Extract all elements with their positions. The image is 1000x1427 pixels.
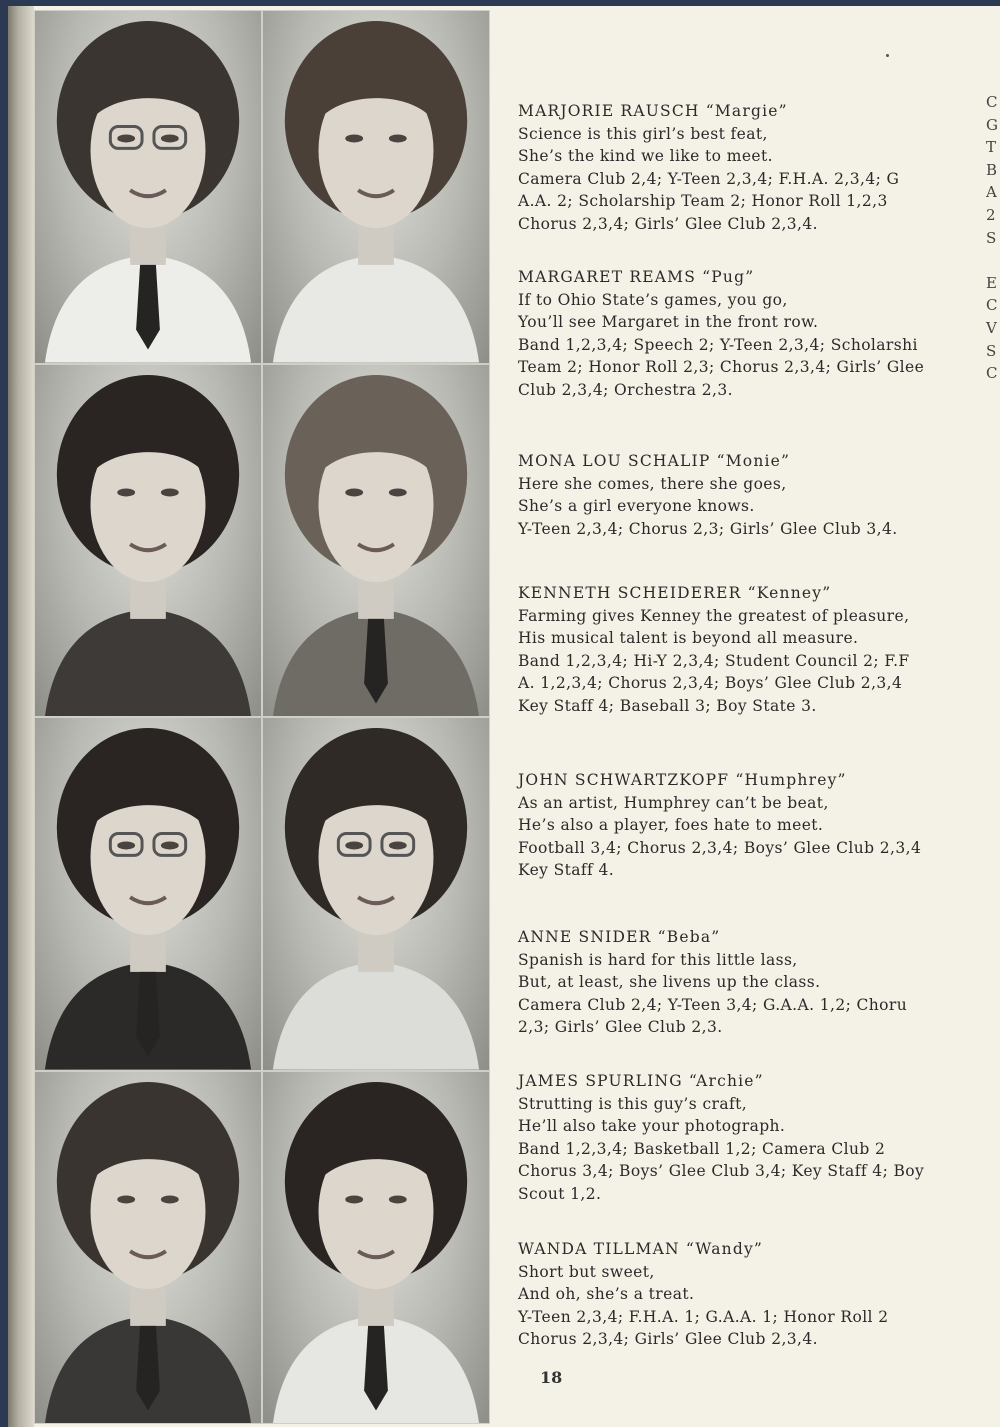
portrait-illustration xyxy=(35,365,261,717)
edge-letter: S xyxy=(986,228,997,247)
edge-letter: 2 xyxy=(986,205,996,224)
activity-line: Y-Teen 2,3,4; Chorus 2,3; Girls’ Glee Club 3,4. xyxy=(518,519,898,538)
right-eye xyxy=(161,841,179,849)
activity-line: Camera Club 2,4; Y-Teen 2,3,4; F.H.A. 2,3,4; G xyxy=(518,169,900,188)
edge-letter: C xyxy=(986,93,998,111)
student-name: MONA LOU SCHALIP “Monie” xyxy=(518,452,791,470)
portrait-illustration xyxy=(263,11,489,363)
activity-line: Scout 1,2. xyxy=(518,1184,602,1203)
activity-line: Key Staff 4. xyxy=(518,861,615,880)
verse-line: His musical talent is beyond all measure. xyxy=(518,629,859,648)
portrait-illustration xyxy=(263,1072,489,1424)
biography-column xyxy=(518,6,998,1427)
verse-line: Science is this girl’s best feat, xyxy=(518,124,768,143)
student-name: KENNETH SCHEIDERER “Kenney” xyxy=(518,584,832,602)
shoulders xyxy=(45,608,251,716)
left-eye xyxy=(117,841,135,849)
right-eye xyxy=(389,841,407,849)
verse-line: As an artist, Humphrey can’t be beat, xyxy=(518,793,829,812)
activity-line: Key Staff 4; Baseball 3; Boy State 3. xyxy=(518,696,817,715)
left-eye xyxy=(117,134,135,142)
next-page-edge xyxy=(986,91,1000,385)
activity-line: Camera Club 2,4; Y-Teen 3,4; G.A.A. 1,2; Choru xyxy=(518,995,908,1014)
student-name: JOHN SCHWARTZKOPF “Humphrey” xyxy=(518,771,847,789)
student-name: JAMES SPURLING “Archie” xyxy=(518,1072,764,1090)
activity-line: Band 1,2,3,4; Hi-Y 2,3,4; Student Council 2; F.F xyxy=(518,651,910,670)
portrait-photo xyxy=(262,1071,490,1425)
entry-snider xyxy=(518,926,988,1039)
right-eye xyxy=(161,1195,179,1203)
portrait-photo xyxy=(34,10,262,364)
entry-rausch xyxy=(518,100,988,236)
activity-line: Team 2; Honor Roll 2,3; Chorus 2,3,4; Girls’ Glee xyxy=(518,358,925,377)
student-name: MARJORIE RAUSCH “Margie” xyxy=(518,102,788,120)
shoulders xyxy=(273,255,479,363)
right-eye xyxy=(161,134,179,142)
verse-line: He’s also a player, foes hate to meet. xyxy=(518,816,824,835)
entry-spurling xyxy=(518,1070,988,1206)
left-eye xyxy=(345,488,363,496)
edge-letter xyxy=(986,249,1000,272)
activity-line: 2,3; Girls’ Glee Club 2,3. xyxy=(518,1018,723,1037)
left-eye xyxy=(117,488,135,496)
edge-letter: B xyxy=(986,160,998,179)
activity-line: A. 1,2,3,4; Chorus 2,3,4; Boys’ Glee Club 2,3,4 xyxy=(518,674,903,693)
verse-line: And oh, she’s a treat. xyxy=(518,1285,695,1304)
activity-line: Y-Teen 2,3,4; F.H.A. 1; G.A.A. 1; Honor Roll 2 xyxy=(518,1307,889,1326)
verse-line: You’ll see Margaret in the front row. xyxy=(518,313,819,332)
activity-line: Band 1,2,3,4; Basketball 1,2; Camera Club 2 xyxy=(518,1139,886,1158)
shoulders xyxy=(273,962,479,1070)
edge-letter: T xyxy=(986,138,997,157)
student-name: ANNE SNIDER “Beba” xyxy=(518,928,721,946)
student-name: WANDA TILLMAN “Wandy” xyxy=(518,1240,764,1258)
entry-schwartzkopf xyxy=(518,769,988,882)
portrait-illustration xyxy=(35,718,261,1070)
activity-line: Chorus 2,3,4; Girls’ Glee Club 2,3,4. xyxy=(518,214,818,233)
right-eye xyxy=(389,488,407,496)
left-eye xyxy=(345,841,363,849)
verse-line: She’s a girl everyone knows. xyxy=(518,497,755,516)
edge-letter: V xyxy=(986,318,997,337)
entry-tillman xyxy=(518,1238,988,1351)
verse-line: If to Ohio State’s games, you go, xyxy=(518,290,788,309)
portrait-illustration xyxy=(263,365,489,717)
right-eye xyxy=(389,1195,407,1203)
portrait-photo xyxy=(34,1071,262,1425)
edge-letter: A xyxy=(986,183,997,202)
activity-line: Chorus 3,4; Boys’ Glee Club 3,4; Key Staff 4; Boy xyxy=(518,1162,925,1181)
portrait-photo xyxy=(262,10,490,364)
activity-line: Band 1,2,3,4; Speech 2; Y-Teen 2,3,4; Scholarshi xyxy=(518,335,918,354)
verse-line: Farming gives Kenney the greatest of pleasure, xyxy=(518,606,910,625)
verse-line: Short but sweet, xyxy=(518,1262,655,1281)
left-eye xyxy=(117,1195,135,1203)
edge-letter: S xyxy=(986,341,997,360)
edge-letter: C xyxy=(986,296,998,315)
left-eye xyxy=(345,134,363,142)
portrait-photo xyxy=(262,364,490,718)
portrait-photo xyxy=(34,364,262,718)
edge-letter: G xyxy=(986,115,998,134)
entry-scheiderer xyxy=(518,582,988,718)
verse-line: He’ll also take your photograph. xyxy=(518,1117,786,1136)
portrait-illustration xyxy=(35,11,261,363)
edge-letter: E xyxy=(986,273,997,292)
right-eye xyxy=(389,134,407,142)
left-eye xyxy=(345,1195,363,1203)
verse-line: Strutting is this guy’s craft, xyxy=(518,1094,748,1113)
verse-line: Here she comes, there she goes, xyxy=(518,474,787,493)
portrait-grid xyxy=(34,10,490,1424)
activity-line: Football 3,4; Chorus 2,3,4; Boys’ Glee Club 2,3,4 xyxy=(518,838,922,857)
right-eye xyxy=(161,488,179,496)
portrait-photo xyxy=(262,717,490,1071)
student-name: MARGARET REAMS “Pug” xyxy=(518,268,755,286)
verse-line: But, at least, she livens up the class. xyxy=(518,973,821,992)
edge-letter: C xyxy=(986,364,998,383)
portrait-illustration xyxy=(263,718,489,1070)
activity-line: A.A. 2; Scholarship Team 2; Honor Roll 1,2,3 xyxy=(518,192,888,211)
portrait-photo xyxy=(34,717,262,1071)
entry-schalip xyxy=(518,450,988,540)
entry-reams xyxy=(518,266,988,402)
activity-line: Club 2,3,4; Orchestra 2,3. xyxy=(518,380,733,399)
page-binding xyxy=(8,6,34,1427)
verse-line: Spanish is hard for this little lass, xyxy=(518,950,798,969)
portrait-illustration xyxy=(35,1072,261,1424)
page-number: 18 xyxy=(540,1368,563,1387)
verse-line: She’s the kind we like to meet. xyxy=(518,147,773,166)
yearbook-page xyxy=(8,6,1000,1427)
activity-line: Chorus 2,3,4; Girls’ Glee Club 2,3,4. xyxy=(518,1330,818,1349)
